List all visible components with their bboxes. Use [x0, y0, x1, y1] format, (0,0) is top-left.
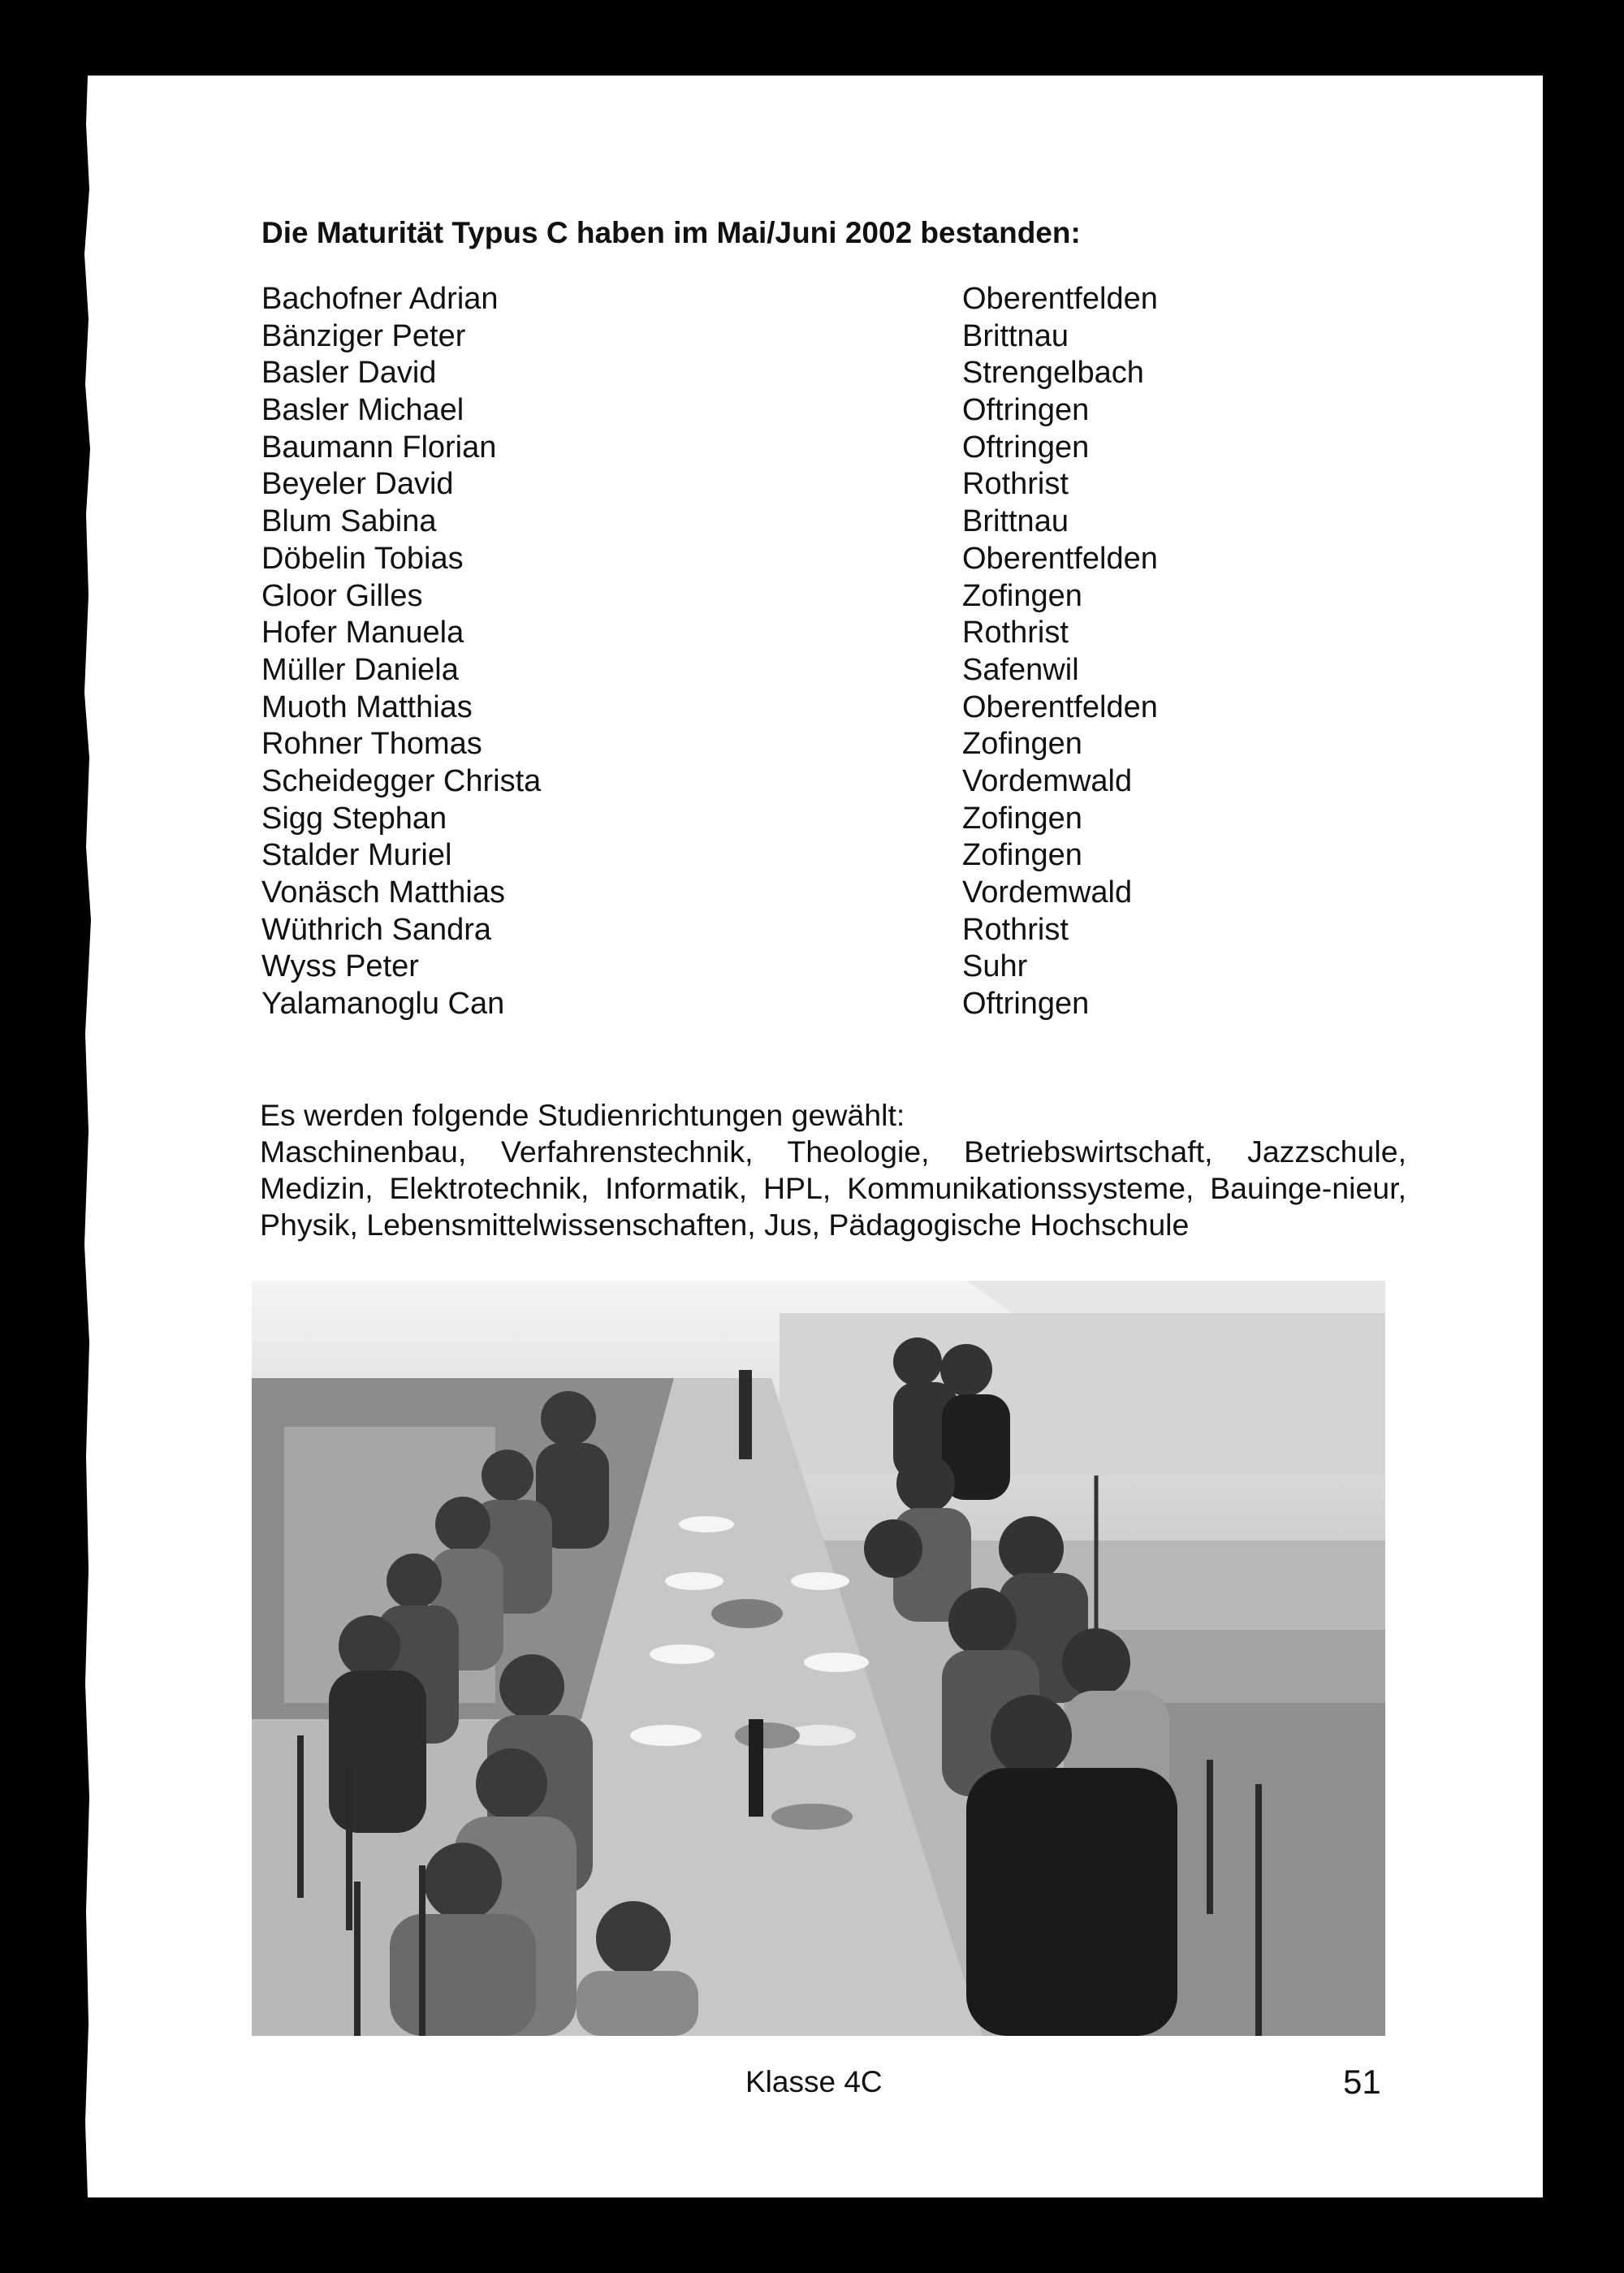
- graduate-row: [261, 281, 1398, 318]
- class-photo: [252, 1281, 1385, 2036]
- graduate-name: Sigg Stephan: [261, 801, 447, 836]
- graduate-name: Döbelin Tobias: [261, 541, 464, 576]
- graduate-place: Rothrist: [962, 912, 1069, 947]
- torn-edge: [81, 76, 99, 2197]
- graduate-place: Suhr: [962, 949, 1028, 984]
- studies-section: [260, 1097, 1406, 1243]
- document-page: [81, 76, 1543, 2197]
- graduate-row: [261, 949, 1398, 986]
- graduate-name: Gloor Gilles: [261, 578, 423, 613]
- graduate-place: Brittnau: [962, 504, 1069, 539]
- graduate-place: Rothrist: [962, 467, 1069, 502]
- graduate-place: Oberentfelden: [962, 282, 1158, 316]
- graduate-place: Zofingen: [962, 838, 1082, 873]
- graduate-row: [261, 652, 1398, 689]
- graduate-row: [261, 615, 1398, 652]
- graduate-name: Baumann Florian: [261, 430, 497, 465]
- graduate-name: Beyeler David: [261, 467, 454, 502]
- graduate-place: Brittnau: [962, 318, 1069, 353]
- graduate-row: [261, 466, 1398, 503]
- graduate-row: [261, 503, 1398, 541]
- graduate-name: Yalamanoglu Can: [261, 987, 505, 1022]
- graduate-name: Wyss Peter: [261, 949, 419, 984]
- graduate-row: [261, 875, 1398, 912]
- graduate-row: [261, 689, 1398, 727]
- studies-intro: Es werden folgende Studienrichtungen gewählt:: [260, 1098, 905, 1132]
- graduate-name: Bänziger Peter: [261, 318, 466, 353]
- graduate-row: [261, 541, 1398, 578]
- graduate-place: Zofingen: [962, 801, 1082, 836]
- graduate-name: Rohner Thomas: [261, 727, 482, 762]
- graduate-name: Wüthrich Sandra: [261, 912, 492, 947]
- graduate-place: Oberentfelden: [962, 541, 1158, 576]
- graduate-place: Zofingen: [962, 727, 1082, 762]
- class-photo-illustration: [252, 1281, 1385, 2036]
- graduate-row: [261, 801, 1398, 838]
- graduate-row: [261, 726, 1398, 763]
- graduate-place: Vordemwald: [962, 763, 1133, 798]
- graduate-name: Basler Michael: [261, 393, 464, 428]
- graduate-name: Stalder Muriel: [261, 838, 452, 873]
- graduate-name: Basler David: [261, 356, 437, 391]
- page-heading: Die Maturität Typus C haben im Mai/Juni 2002 bestanden:: [261, 216, 1081, 249]
- graduate-row: [261, 355, 1398, 392]
- graduate-name: Muoth Matthias: [261, 689, 473, 724]
- graduate-place: Strengelbach: [962, 356, 1144, 391]
- graduate-name: Scheidegger Christa: [261, 763, 542, 798]
- graduate-name: Bachofner Adrian: [261, 282, 499, 316]
- graduate-row: [261, 763, 1398, 801]
- studies-list: Maschinenbau, Verfahrenstechnik, Theologie, Betriebswirtschaft, Jazzschule, Medizin, Elektrotechnik, Informatik, HPL, Kommunikationssysteme, Bauinge-nieur, Physik, Lebensmittelwissenschaften, Jus, Pädagogische Hochschule: [260, 1134, 1406, 1242]
- graduate-place: Vordemwald: [962, 875, 1133, 910]
- page-number: 51: [1343, 2063, 1381, 2101]
- graduate-row: [261, 318, 1398, 356]
- graduate-name: Müller Daniela: [261, 652, 459, 687]
- graduate-row: [261, 837, 1398, 875]
- graduate-name: Vonäsch Matthias: [261, 875, 505, 910]
- graduate-row: [261, 912, 1398, 949]
- graduate-name: Blum Sabina: [261, 504, 437, 539]
- graduate-place: Oftringen: [962, 430, 1090, 465]
- graduate-place: Oftringen: [962, 393, 1090, 428]
- graduate-row: [261, 392, 1398, 430]
- graduate-row: [261, 430, 1398, 467]
- graduate-place: Oberentfelden: [962, 689, 1158, 724]
- graduate-place: Rothrist: [962, 616, 1069, 650]
- graduate-list: [261, 281, 1398, 1023]
- graduate-place: Oftringen: [962, 987, 1090, 1022]
- graduate-row: [261, 986, 1398, 1023]
- footer-class-label: Klasse 4C: [745, 2065, 883, 2098]
- graduate-place: Zofingen: [962, 578, 1082, 613]
- graduate-name: Hofer Manuela: [261, 616, 464, 650]
- graduate-place: Safenwil: [962, 652, 1079, 687]
- graduate-row: [261, 578, 1398, 616]
